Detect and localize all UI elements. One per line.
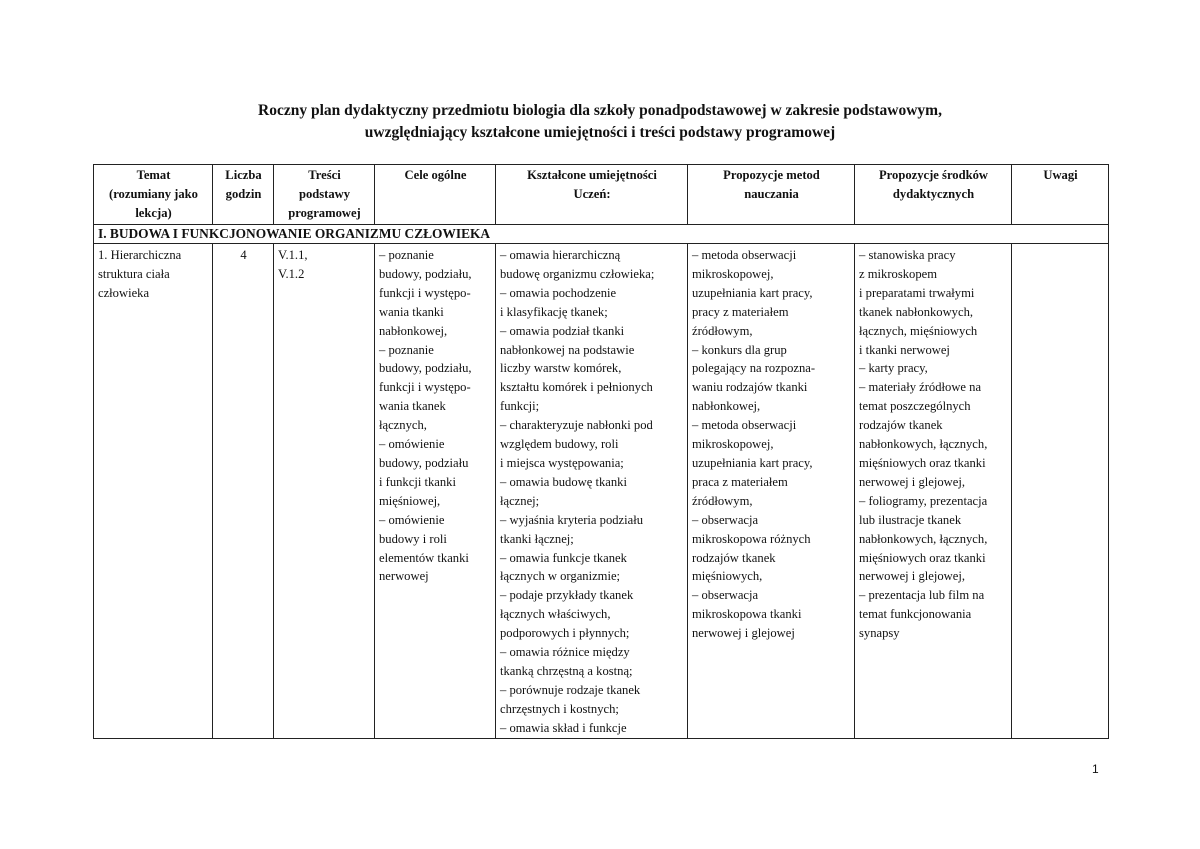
text-line: łącznej; [500,493,540,508]
text-line: mięśniowych oraz tkanki [859,455,986,470]
text-line: funkcji i występo- [379,285,471,300]
header-umiejetnosci [496,165,688,225]
text-line: uzupełniania kart pracy, [692,455,813,470]
text-line: podstawy [298,186,351,201]
text-line: mięśniowych, [692,569,763,584]
text-line: polegający na rozpozna- [692,361,816,376]
text-line: dydaktycznych [892,186,975,201]
text-line: – konkurs dla grup [692,342,787,357]
text-line: łącznych w organizmie; [500,569,621,584]
text-line: łącznych właściwych, [500,607,611,622]
text-line: praca z materiałem [692,474,788,489]
text-line: Liczba [225,168,262,182]
cell-metody [688,244,855,739]
text-line: – omawia funkcje tkanek [500,550,627,565]
cell-cele-ogolne [375,244,496,739]
text-line: i preparatami trwałymi [859,285,975,300]
page-number: 1 [1092,762,1099,776]
text-line: chrzęstnych i kostnych; [500,701,619,716]
header-cele-ogolne [375,165,496,225]
text-line: – metoda obserwacji [692,248,797,262]
text-line: nerwowej i glejowej, [859,474,965,489]
text-line: Uczeń: [573,186,611,201]
text-line: – omawia budowę tkanki [500,474,627,489]
text-line: – omawia pochodzenie [500,285,617,300]
text-line: elementów tkanki [379,550,469,565]
text-line: wania tkanki [379,304,444,319]
text-line: Uwagi [1043,168,1078,182]
text-line: i tkanki nerwowej [859,342,950,357]
header-row [94,165,1109,225]
text-line: mięśniowej, [379,493,441,508]
text-line: – porównuje rodzaje tkanek [500,682,641,697]
text-line: – omówienie [379,512,445,527]
text-line: podporowych i płynnych; [500,626,630,641]
text-line: temat poszczególnych [859,399,971,414]
text-line: – materiały źródłowe na [859,380,982,395]
text-line: z mikroskopem [859,266,937,281]
text-line: pracy z materiałem [692,304,789,319]
header-metody [688,165,855,225]
text-line: V.1.2 [278,266,305,281]
text-line: budowy i roli [379,531,447,546]
text-line: nerwowej [379,569,429,584]
text-line: uzupełniania kart pracy, [692,285,813,300]
text-line: budowę organizmu człowieka; [500,266,655,281]
text-line: nabłonkowej na podstawie [500,342,635,357]
text-line: Kształcone umiejętności [527,168,657,182]
text-line: i klasyfikację tkanek; [500,304,608,319]
header-uwagi [1012,165,1109,225]
text-line: nerwowej i glejowej [692,626,795,641]
text-line: waniu rodzajów tkanki [692,380,808,395]
text-line: funkcji i występo- [379,380,471,395]
text-line: – omawia skład i funkcje [500,720,627,735]
text-line: lekcja) [135,205,172,220]
text-line: – prezentacja lub film na [859,588,985,603]
text-line: nabłonkowej, [692,399,761,414]
plan-table [93,164,1109,739]
table-row [94,244,1109,739]
section-row [94,225,1109,244]
title-line-1: Roczny plan dydaktyczny przedmiotu biologia dla szkoły ponadpodstawowej w zakresie podstawowym, [258,102,942,119]
text-line: mikroskopowa tkanki [692,607,802,622]
text-line: programowej [288,205,361,220]
text-line: – omawia różnice między [500,645,630,660]
text-line: lub ilustracje tkanek [859,512,962,527]
text-line: mięśniowych oraz tkanki [859,550,986,565]
text-line: – poznanie [379,342,434,357]
text-line: źródłowym, [692,323,753,338]
text-line: struktura ciała [98,266,170,281]
text-line: i miejsca występowania; [500,455,624,470]
text-line: – poznanie [379,248,434,262]
text-line: V.1.1, [278,248,308,262]
text-line: – karty pracy, [859,361,928,376]
text-line: nauczania [744,186,799,201]
text-line: nabłonkowej, [379,323,448,338]
section-heading: I. BUDOWA I FUNKCJONOWANIE ORGANIZMU CZŁOWIEKA [94,225,1109,244]
text-line: – podaje przykłady tkanek [500,588,634,603]
header-liczba-godzin [213,165,274,225]
cell-umiejetnosci [496,244,688,739]
text-line: rodzajów tkanek [692,550,776,565]
text-line: Treści [308,168,341,182]
text-line: godzin [225,186,262,201]
text-line: – obserwacja [692,588,759,603]
text-line: – obserwacja [692,512,759,527]
title-line-2: uwzględniający kształcone umiejętności i treści podstawy programowej [364,124,836,141]
text-line: – charakteryzuje nabłonki pod [500,418,653,433]
text-line: 1. Hierarchiczna [98,248,182,262]
header-temat [94,165,213,225]
text-line: – wyjaśnia kryteria podziału [500,512,644,527]
cell-temat [94,244,213,739]
text-line: budowy, podziału, [379,266,472,281]
text-line: tkanek nabłonkowych, [859,304,974,319]
text-line: tkanki łącznej; [500,531,574,546]
text-line: łącznych, mięśniowych [859,323,978,338]
text-line: – omówienie [379,437,445,452]
text-line: kształtu komórek i pełnionych [500,380,653,395]
text-line: człowieka [98,285,150,300]
cell-uwagi [1012,244,1109,739]
text-line: łącznych, [379,418,427,433]
text-line: funkcji; [500,399,540,414]
text-line: temat funkcjonowania [859,607,972,622]
header-tresci [274,165,375,225]
text-line: tkanką chrzęstną a kostną; [500,663,633,678]
cell-srodki [855,244,1012,739]
cell-liczba-godzin: 4 [213,244,274,739]
text-line: nabłonkowych, łącznych, [859,437,988,452]
text-line: i funkcji tkanki [379,474,456,489]
text-line: nerwowej i glejowej, [859,569,965,584]
text-line: budowy, podziału [379,455,469,470]
text-line: Cele ogólne [404,168,467,182]
text-line: – omawia hierarchiczną [500,248,621,262]
text-line: (rozumiany jako [109,186,198,201]
text-line: – metoda obserwacji [692,418,797,433]
text-line: rodzajów tkanek [859,418,943,433]
text-line: względem budowy, roli [500,437,619,452]
text-line: – stanowiska pracy [859,248,956,262]
text-line: Temat [136,168,171,182]
text-line: mikroskopowej, [692,266,774,281]
header-srodki [855,165,1012,225]
text-line: – foliogramy, prezentacja [859,493,988,508]
text-line: – omawia podział tkanki [500,323,625,338]
text-line: źródłowym, [692,493,753,508]
text-line: budowy, podziału, [379,361,472,376]
cell-tresci [274,244,375,739]
text-line: liczby warstw komórek, [500,361,622,376]
text-line: Propozycje środków [878,168,989,182]
text-line: wania tkanek [379,399,446,414]
text-line: Propozycje metod [723,168,820,182]
text-line: nabłonkowych, łącznych, [859,531,988,546]
text-line: synapsy [859,626,900,641]
text-line: mikroskopowej, [692,437,774,452]
document-title [0,100,1200,144]
text-line: mikroskopowa różnych [692,531,811,546]
